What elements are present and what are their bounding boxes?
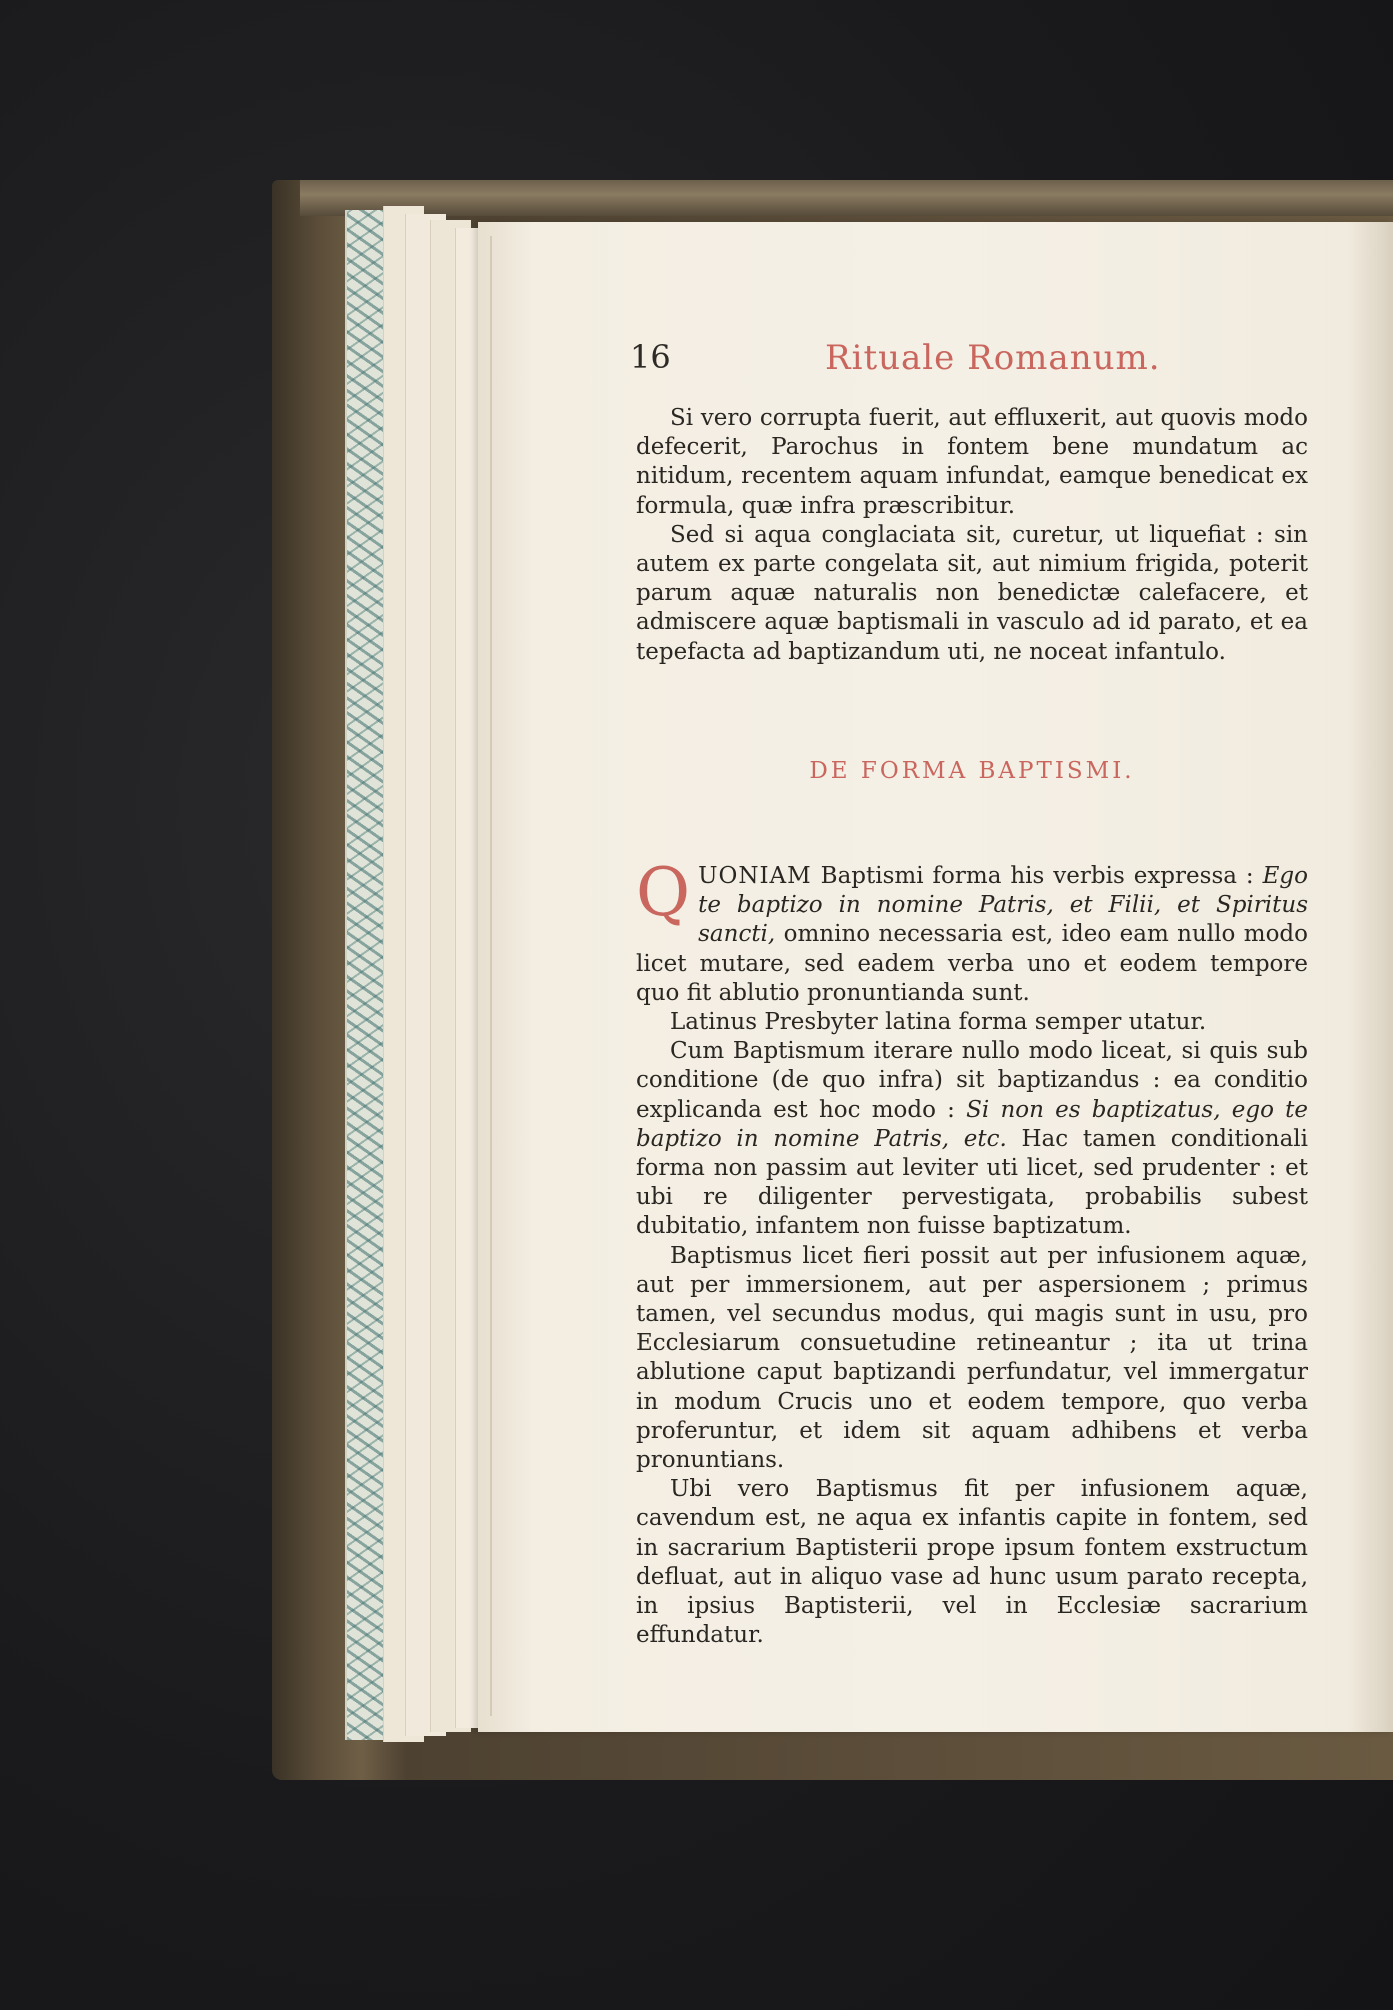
drop-cap: Q (636, 854, 691, 931)
paragraph: Si vero corrupta fuerit, aut effluxerit, aut quovis modo defecerit, Parochus in fontem bene mundatum ac nitidum, recentem aquam infundat, eamque benedicat ex formula, quæ infra præscribitur. (636, 405, 1308, 519)
paragraph (636, 854, 1308, 1008)
text-block-1 (636, 404, 1308, 667)
italic-formula: Ego te baptizo in nomine Patris, et Filii, et Spiritus sancti, (698, 863, 1308, 948)
section-heading: DE FORMA BAPTISMI. (809, 758, 1135, 784)
paragraph: Baptismus licet fieri possit aut per infusionem aquæ, aut per immersionem, aut per aspersionem ; primus tamen, vel secundus modus, qui magis sunt in usu, pro Ecclesiarum consuetudine retineantur ; ita ut trina ablutione caput baptizandi perfundatur, vel immergatur in modum Crucis uno et eodem tempore, quo verba proferuntur, et idem sit aquam adhibens et verba pronuntians. (636, 1242, 1308, 1474)
paragraph (636, 1037, 1308, 1241)
paragraph: Ubi vero Baptismus fit per infusionem aquæ, cavendum est, ne aqua ex infantis capite in fontem, sed in sacrarium Baptisterii prope ipsum fontem exstructum defluat, aut in aliquo vase ad hunc usum parato recepta, in ipsius Baptisterii, vel in Ecclesiæ sacrarium effundatur. (636, 1476, 1308, 1649)
text-span: Hac tamen conditionali forma non passim aut leviter uti licet, sed prudenter : et ubi re diligenter pervestigata, probabilis subest dubitatio, infantem non fuisse baptizatum. (636, 1125, 1308, 1240)
book-spine-top (300, 180, 1393, 216)
text-span: omnino necessaria est, ideo eam nullo modo licet mutare, sed eadem verba uno et eodem tempore quo fit ablutio pronuntianda sunt. (636, 921, 1308, 1006)
running-title: Rituale Romanum. (825, 338, 1161, 378)
paragraph: Latinus Presbyter latina forma semper utatur. (670, 1009, 1207, 1036)
first-word: UONIAM (698, 863, 812, 889)
text-span: Cum Baptismum iterare nullo modo liceat, si quis sub conditione (de quo infra) sit baptizandus : ea conditio explicanda est hoc modo : (636, 1038, 1308, 1123)
page-header (630, 338, 1330, 388)
text-block-2 (636, 854, 1308, 1650)
page-number: 16 (630, 338, 671, 376)
paragraph: Sed si aqua conglaciata sit, curetur, ut liquefiat : sin autem ex parte congelata sit, aut nimium frigida, poterit parum aquæ naturalis non benedictæ calefacere, et admiscere aquæ baptismali in vasculo ad id parato, et ea tepefacta ad baptizandum uti, ne noceat infantulo. (636, 521, 1308, 665)
text-span: Baptismi forma his verbis expressa : (811, 863, 1263, 889)
italic-formula: Si non es baptizatus, ego te baptizo in nomine Patris, etc. (636, 1096, 1308, 1152)
page-gutter (490, 236, 492, 1716)
